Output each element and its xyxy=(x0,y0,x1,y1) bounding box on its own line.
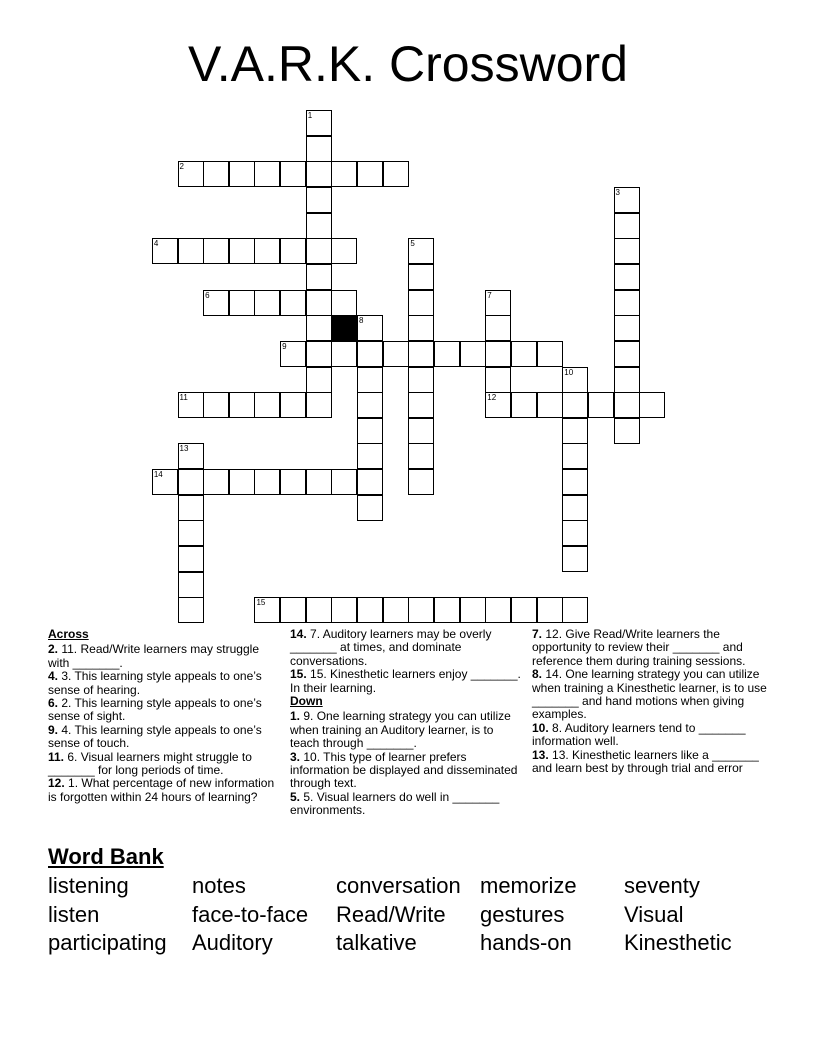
crossword-cell[interactable] xyxy=(588,392,614,418)
crossword-cell[interactable] xyxy=(408,315,434,341)
clue-number-label: 2. xyxy=(48,642,59,657)
clue-number: 8 xyxy=(359,316,364,326)
clue-number: 7 xyxy=(487,290,492,300)
clue-number-label: 6. xyxy=(48,696,59,711)
clue xyxy=(290,628,525,668)
crossword-cell[interactable] xyxy=(408,367,434,393)
crossword-cell[interactable] xyxy=(614,341,640,367)
clue-number: 5 xyxy=(410,239,415,249)
crossword-cell[interactable] xyxy=(280,597,306,623)
crossword-cell[interactable] xyxy=(152,238,178,264)
clue-text: 14. One learning strategy you can utilize when training a Kinesthetic learner, is to use _______ and hand motions when giving examples. xyxy=(532,667,767,722)
crossword-cell[interactable] xyxy=(562,495,588,521)
crossword-cell[interactable] xyxy=(485,367,511,393)
crossword-cell[interactable] xyxy=(178,392,204,418)
clue-number-label: 15. xyxy=(290,667,307,682)
crossword-cell[interactable] xyxy=(178,161,204,187)
crossword-cell[interactable] xyxy=(229,392,255,418)
clue-number: 6 xyxy=(205,290,210,300)
crossword-cell[interactable] xyxy=(178,443,204,469)
crossword-cell[interactable] xyxy=(562,469,588,495)
crossword-cell[interactable] xyxy=(434,341,460,367)
clue-text: 9. One learning strategy you can utilize when training an Auditory learner, is to teach through _______. xyxy=(290,709,511,751)
crossword-cell[interactable] xyxy=(331,238,357,264)
crossword-cell[interactable] xyxy=(306,213,332,239)
crossword-cell[interactable] xyxy=(254,597,280,623)
crossword-cell[interactable] xyxy=(280,392,306,418)
clue xyxy=(290,751,525,791)
crossword-cell[interactable] xyxy=(254,161,280,187)
crossword-cell[interactable] xyxy=(383,341,409,367)
clue-text: 2. This learning style appeals to one’s sense of sight. xyxy=(48,696,262,724)
clue-number: 12 xyxy=(487,393,497,403)
clue xyxy=(48,697,283,724)
clue-number: 13 xyxy=(179,444,189,454)
clue-text: 11. Read/Write learners may struggle with _______. xyxy=(48,642,259,670)
clue-number-label: 7. xyxy=(532,627,543,641)
crossword-cell[interactable] xyxy=(254,469,280,495)
crossword-cell[interactable] xyxy=(203,161,229,187)
clue-number-label: 8. xyxy=(532,667,543,682)
crossword-cell[interactable] xyxy=(614,238,640,264)
crossword-cell[interactable] xyxy=(331,597,357,623)
clue-text: 12. Give Read/Write learners the opportunity to review their _______ and reference them during training sessions. xyxy=(532,627,746,668)
crossword-cell[interactable] xyxy=(511,392,537,418)
crossword-cell[interactable] xyxy=(562,546,588,572)
crossword-cell[interactable] xyxy=(408,392,434,418)
crossword-cell[interactable] xyxy=(280,161,306,187)
clue-text: 13. Kinesthetic learners like a _______ and learn best by through trial and error xyxy=(532,747,759,776)
clue xyxy=(48,643,283,670)
crossword-cell[interactable] xyxy=(408,469,434,495)
crossword-cell[interactable] xyxy=(178,495,204,521)
crossword-cell[interactable] xyxy=(511,341,537,367)
crossword-cell[interactable] xyxy=(229,290,255,316)
word-bank-item: gestures xyxy=(480,901,565,927)
crossword-cell[interactable] xyxy=(408,597,434,623)
crossword-cell[interactable] xyxy=(357,469,383,495)
crossword-cell[interactable] xyxy=(383,161,409,187)
crossword-cell[interactable] xyxy=(254,290,280,316)
crossword-cell[interactable] xyxy=(383,597,409,623)
clue-number: 3 xyxy=(615,187,620,197)
clue-text: 15. Kinesthetic learners enjoy _______. In their learning. xyxy=(290,667,521,695)
crossword-cell[interactable] xyxy=(537,597,563,623)
clue xyxy=(290,710,525,750)
crossword-cell[interactable] xyxy=(280,469,306,495)
black-square xyxy=(331,315,357,341)
crossword-cell[interactable] xyxy=(614,367,640,393)
crossword-cell[interactable] xyxy=(178,546,204,572)
crossword-cell[interactable] xyxy=(408,443,434,469)
crossword-cell[interactable] xyxy=(434,597,460,623)
word-bank-item: listening xyxy=(48,873,129,898)
word-bank-item: face-to-face xyxy=(192,901,309,927)
crossword-cell[interactable] xyxy=(280,238,306,264)
word-bank-item: memorize xyxy=(480,873,577,898)
word-bank-item: talkative xyxy=(336,930,417,955)
clue-number-label: 10. xyxy=(532,720,549,735)
crossword-cell[interactable] xyxy=(357,418,383,444)
word-bank-item: conversation xyxy=(336,873,461,898)
crossword-cell[interactable] xyxy=(485,315,511,341)
clue-number-label: 5. xyxy=(290,789,301,804)
crossword-cell[interactable] xyxy=(357,341,383,367)
clue-text: 7. Auditory learners may be overly _______ at times, and dominate conversations. xyxy=(290,627,492,668)
clue-text: 6. Visual learners might struggle to _______ for long periods of time. xyxy=(48,749,252,778)
crossword-cell[interactable] xyxy=(306,110,332,136)
across-header: Across xyxy=(48,627,89,641)
clue xyxy=(48,751,283,778)
crossword-cell[interactable] xyxy=(178,469,204,495)
clue-number: 9 xyxy=(282,341,287,351)
crossword-cell[interactable] xyxy=(562,597,588,623)
clue-number: 10 xyxy=(564,367,574,377)
word-bank xyxy=(48,872,768,958)
crossword-cell[interactable] xyxy=(562,520,588,546)
crossword-cell[interactable] xyxy=(203,469,229,495)
crossword-cell[interactable] xyxy=(357,597,383,623)
clue-number-label: 12. xyxy=(48,776,65,791)
crossword-cell[interactable] xyxy=(306,367,332,393)
crossword-cell[interactable] xyxy=(306,341,332,367)
crossword-cell[interactable] xyxy=(485,290,511,316)
word-bank-item: listen xyxy=(48,901,100,927)
crossword-cell[interactable] xyxy=(280,341,306,367)
crossword-cell[interactable] xyxy=(511,597,537,623)
clue-text: 1. What percentage of new information is forgotten within 24 hours of learning? xyxy=(48,776,275,804)
crossword-cell[interactable] xyxy=(537,392,563,418)
clue xyxy=(532,722,767,749)
crossword-cell[interactable] xyxy=(485,341,511,367)
clues-column-3 xyxy=(532,628,767,775)
crossword-cell[interactable] xyxy=(485,392,511,418)
crossword-cell[interactable] xyxy=(614,290,640,316)
crossword-cell[interactable] xyxy=(178,572,204,598)
crossword-cell[interactable] xyxy=(408,418,434,444)
word-bank-item: Auditory xyxy=(192,930,273,955)
crossword-cell[interactable] xyxy=(306,597,332,623)
crossword-cell[interactable] xyxy=(254,238,280,264)
crossword-cell[interactable] xyxy=(357,367,383,393)
crossword-cell[interactable] xyxy=(203,290,229,316)
clue-number-label: 4. xyxy=(48,669,59,684)
clue-number: 15 xyxy=(256,598,266,608)
clue-number: 4 xyxy=(153,239,159,249)
crossword-cell[interactable] xyxy=(331,290,357,316)
clue-number: 1 xyxy=(307,111,313,120)
crossword-cell[interactable] xyxy=(306,187,332,213)
clue-number-label: 13. xyxy=(532,747,549,762)
crossword-cell[interactable] xyxy=(408,238,434,264)
crossword-cell[interactable] xyxy=(485,597,511,623)
crossword-cell[interactable] xyxy=(357,495,383,521)
clue-number-label: 1. xyxy=(290,709,301,724)
word-bank-item: participating xyxy=(48,930,167,955)
clue xyxy=(48,670,283,697)
crossword-cell[interactable] xyxy=(306,469,332,495)
clue-number-label: 9. xyxy=(48,722,59,737)
crossword-cell[interactable] xyxy=(639,392,665,418)
crossword-cell[interactable] xyxy=(357,392,383,418)
crossword-cell[interactable] xyxy=(306,264,332,290)
crossword-cell[interactable] xyxy=(306,290,332,316)
clue-text: 5. Visual learners do well in _______ environments. xyxy=(290,789,500,818)
crossword-cell[interactable] xyxy=(306,136,332,162)
crossword-cell[interactable] xyxy=(331,161,357,187)
clue xyxy=(532,749,767,776)
crossword-cell[interactable] xyxy=(614,187,640,213)
crossword-cell[interactable] xyxy=(460,341,486,367)
crossword-cell[interactable] xyxy=(614,315,640,341)
crossword-cell[interactable] xyxy=(306,238,332,264)
clues-column-1 xyxy=(48,628,283,804)
crossword-cell[interactable] xyxy=(178,520,204,546)
clue-text: 10. This type of learner prefers information be displayed and disseminated through text. xyxy=(290,749,518,791)
crossword-cell[interactable] xyxy=(562,367,588,393)
clue xyxy=(48,777,283,804)
crossword-cell[interactable] xyxy=(152,469,178,495)
crossword-cell[interactable] xyxy=(280,290,306,316)
crossword-cell[interactable] xyxy=(614,213,640,239)
crossword-cell[interactable] xyxy=(178,238,204,264)
crossword-cell[interactable] xyxy=(331,469,357,495)
crossword-cell[interactable] xyxy=(408,264,434,290)
crossword-cell[interactable] xyxy=(203,392,229,418)
down-header: Down xyxy=(290,694,323,709)
clue-text: 4. This learning style appeals to one’s sense of touch. xyxy=(48,722,262,751)
page-title: V.A.R.K. Crossword xyxy=(188,36,628,92)
crossword-cell[interactable] xyxy=(178,597,204,623)
crossword-cell[interactable] xyxy=(408,341,434,367)
clue-text: 8. Auditory learners tend to _______ information well. xyxy=(532,720,746,749)
crossword-cell[interactable] xyxy=(537,341,563,367)
word-bank-item: Visual xyxy=(624,901,684,927)
word-bank-item: seventy xyxy=(624,873,700,898)
clue-number-label: 11. xyxy=(48,749,65,764)
clue xyxy=(48,724,283,751)
crossword-cell[interactable] xyxy=(562,418,588,444)
clue-text: 3. This learning style appeals to one’s sense of hearing. xyxy=(48,669,262,697)
crossword-cell[interactable] xyxy=(562,443,588,469)
word-bank-item: Read/Write xyxy=(336,901,446,927)
crossword-cell[interactable] xyxy=(562,392,588,418)
crossword-cell[interactable] xyxy=(254,392,280,418)
crossword-cell[interactable] xyxy=(614,392,640,418)
word-bank-title: Word Bank xyxy=(48,844,164,869)
clue xyxy=(532,628,767,668)
crossword-cell[interactable] xyxy=(306,161,332,187)
crossword-cell[interactable] xyxy=(229,238,255,264)
crossword-cell[interactable] xyxy=(614,264,640,290)
clue xyxy=(290,668,525,695)
crossword-cell[interactable] xyxy=(408,290,434,316)
crossword-cell[interactable] xyxy=(460,597,486,623)
clue-number-label: 14. xyxy=(290,627,307,641)
clue-number-label: 3. xyxy=(290,749,301,764)
crossword-cell[interactable] xyxy=(614,418,640,444)
crossword-cell[interactable] xyxy=(306,315,332,341)
clue-number: 2 xyxy=(179,162,184,172)
clue xyxy=(532,668,767,722)
clue-number: 14 xyxy=(153,470,163,480)
word-bank-item: notes xyxy=(192,873,246,898)
crossword-cell[interactable] xyxy=(331,341,357,367)
crossword-cell[interactable] xyxy=(203,238,229,264)
clue-number: 11 xyxy=(179,393,188,403)
crossword-cell[interactable] xyxy=(357,443,383,469)
crossword-cell[interactable] xyxy=(357,315,383,341)
clues-column-2 xyxy=(290,628,525,818)
word-bank-item: Kinesthetic xyxy=(624,930,732,955)
clue xyxy=(290,791,525,818)
crossword-cell[interactable] xyxy=(306,392,332,418)
crossword-cell[interactable] xyxy=(229,161,255,187)
word-bank-item: hands-on xyxy=(480,930,572,955)
crossword-cell[interactable] xyxy=(229,469,255,495)
crossword-cell[interactable] xyxy=(357,161,383,187)
